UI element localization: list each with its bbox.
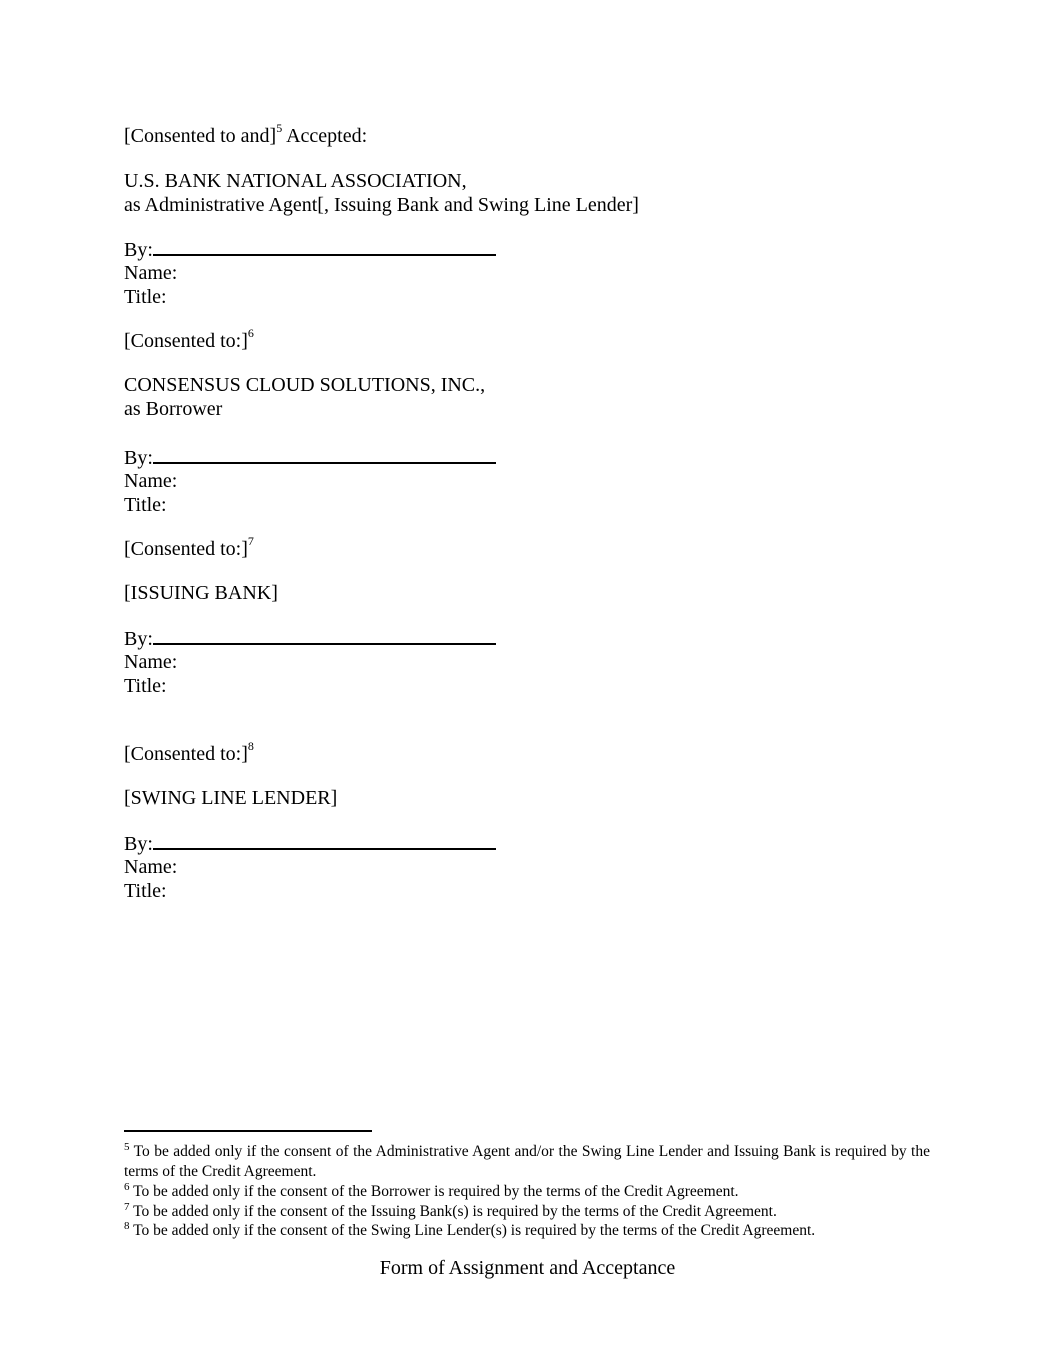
agent-entity-role: as Administrative Agent[, Issuing Bank and Swing Line Lender] [124,194,639,216]
swing-entity-name: [SWING LINE LENDER] [124,787,338,809]
footnote-6-number: 6 [124,1180,130,1193]
footnote-8-number: 8 [124,1219,130,1232]
borrower-entity-role: as Borrower [124,398,223,420]
agent-title-label: Title: [124,286,167,308]
issuing-consent-heading-text: [Consented to:] [124,538,248,560]
footnote-5-number: 5 [124,1140,130,1153]
footnote-ref-8[interactable]: 8 [247,739,254,754]
footnote-5-text: To be added only if the consent of the Administrative Agent and/or the Swing Line Lender and Issuing Bank is required by the terms of the Credit Agreement. [124,1143,930,1180]
issuing-consent-heading [124,534,254,561]
footnote-8-text: To be added only if the consent of the Swing Line Lender(s) is required by the terms of the Credit Agreement. [133,1222,816,1239]
issuing-signature-field[interactable] [153,626,496,645]
issuing-signature-line [124,626,496,651]
issuing-entity-name: [ISSUING BANK] [124,582,278,604]
footnote-6-text: To be added only if the consent of the Borrower is required by the terms of the Credit Agreement. [133,1183,739,1200]
borrower-name-label: Name: [124,470,178,492]
borrower-consent-heading-text: [Consented to:] [124,330,248,352]
swing-signature-line [124,831,496,856]
footnote-ref-7[interactable]: 7 [247,534,254,549]
footnote-7 [124,1202,930,1222]
footnote-ref-6[interactable]: 6 [247,326,254,341]
borrower-by-label: By: [124,447,153,469]
agent-entity-name: U.S. BANK NATIONAL ASSOCIATION, [124,170,467,192]
agent-name-label: Name: [124,262,178,284]
swing-by-label: By: [124,833,153,855]
issuing-title-label: Title: [124,675,167,697]
agent-consent-heading-text: [Consented to and] [124,125,277,147]
footnote-6 [124,1182,930,1202]
agent-signature-line [124,237,496,262]
issuing-by-label: By: [124,628,153,650]
swing-consent-heading-text: [Consented to:] [124,743,248,765]
footnote-5 [124,1142,930,1182]
swing-signature-field[interactable] [153,831,496,850]
swing-title-label: Title: [124,880,167,902]
footnote-ref-5[interactable]: 5 [276,121,283,136]
borrower-consent-heading [124,326,254,353]
borrower-entity-name: CONSENSUS CLOUD SOLUTIONS, INC., [124,374,486,396]
footnote-7-text: To be added only if the consent of the Issuing Bank(s) is required by the terms of the Credit Agreement. [133,1203,777,1220]
agent-signature-field[interactable] [153,237,496,256]
swing-consent-heading [124,739,254,766]
borrower-signature-field[interactable] [153,445,496,464]
borrower-signature-line [124,445,496,470]
agent-consent-heading-suffix: Accepted: [282,125,368,147]
agent-by-label: By: [124,239,153,261]
footnote-8 [124,1221,930,1241]
borrower-title-label: Title: [124,494,167,516]
footnote-7-number: 7 [124,1200,130,1213]
footnote-separator [124,1130,372,1132]
issuing-name-label: Name: [124,651,178,673]
swing-name-label: Name: [124,856,178,878]
page-footer: Form of Assignment and Acceptance [379,1257,676,1279]
agent-consent-heading [124,121,368,148]
